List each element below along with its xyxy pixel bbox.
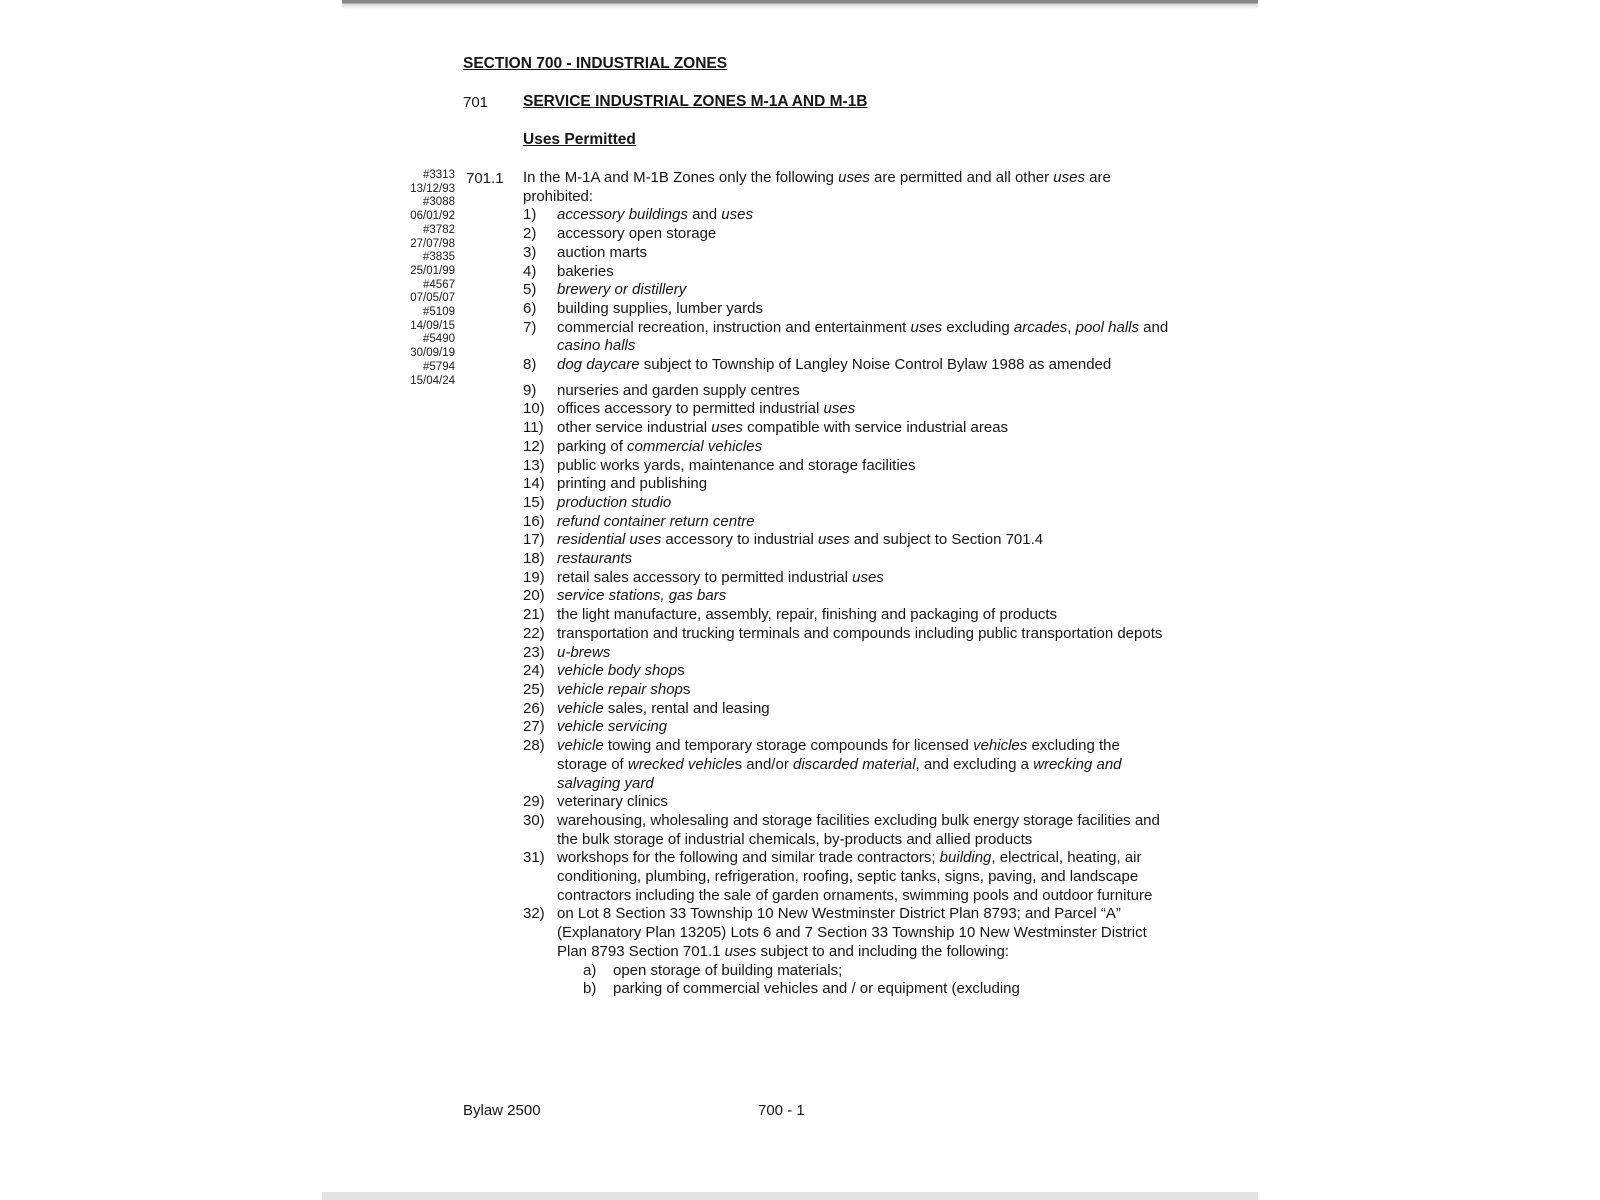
list-item-number: 19) <box>523 568 545 586</box>
defined-term: vehicles <box>973 737 1028 755</box>
list-item <box>523 300 1171 319</box>
list-item-text <box>557 494 1171 513</box>
sub-item-text <box>613 980 1020 999</box>
section-number: 701 <box>463 94 489 111</box>
text-run: public works yards, maintenance and storage facilities <box>557 456 916 474</box>
defined-term: vehicle <box>557 699 604 717</box>
list-item-number: 30) <box>523 811 545 829</box>
defined-term: production studio <box>557 493 672 511</box>
text-run: s <box>677 662 685 680</box>
defined-term: vehicle body shop <box>557 662 678 680</box>
amendment-date: 30/09/19 <box>410 347 455 360</box>
text-run: towing and temporary storage compounds for licensed <box>603 737 974 755</box>
list-item-number: 2) <box>523 225 537 243</box>
list-item-text <box>557 606 1171 625</box>
text-run: , <box>1067 318 1076 336</box>
amendment-date: 13/12/93 <box>410 182 455 195</box>
amendment-date: 14/09/15 <box>410 319 455 332</box>
text-run: and subject to Section 701.4 <box>849 531 1044 549</box>
list-item-text <box>557 356 1171 375</box>
list-item <box>523 419 1171 438</box>
list-item-text <box>557 225 1171 244</box>
amendment-notes <box>335 169 455 388</box>
list-item <box>523 606 1171 625</box>
amendment-date: 25/01/99 <box>410 264 455 277</box>
text-run: auction marts <box>557 243 648 261</box>
list-item <box>523 550 1171 569</box>
list-item-number: 20) <box>523 587 545 605</box>
defined-term: wrecking and salvaging yard <box>557 755 1122 792</box>
list-item-text <box>557 587 1171 606</box>
list-item-text <box>557 419 1171 438</box>
list-item-number: 3) <box>523 243 537 261</box>
footer-page-number: 700 - 1 <box>758 1102 805 1119</box>
list-item-number: 28) <box>523 737 545 755</box>
text-run: , electrical, heating, air conditioning, plumbing, refrigeration, roofing, septic tanks, signs, paving, and landscape contractors including the sale of garden ornaments, swimming pools and outdoor furniture <box>557 849 1153 904</box>
list-item-text <box>557 457 1171 476</box>
text-run: retail sales accessory to permitted industrial <box>557 568 853 586</box>
list-item <box>523 569 1171 588</box>
list-item-number: 18) <box>523 550 545 568</box>
defined-term: building <box>939 849 992 867</box>
text-run: other service industrial <box>557 419 712 437</box>
text-run: s <box>682 680 691 698</box>
list-item-text <box>557 700 1171 719</box>
list-item-text <box>557 319 1171 356</box>
amendment-number: #5490 <box>423 333 455 346</box>
list-item-text <box>557 737 1171 793</box>
amendment-date: 27/07/98 <box>410 237 455 250</box>
defined-term: u-brews <box>557 643 611 661</box>
previous-page-edge <box>342 0 1258 9</box>
defined-term: residential uses <box>557 531 662 549</box>
defined-term: restaurants <box>557 550 633 568</box>
text-run: are prohibited: <box>523 169 1111 205</box>
list-item <box>523 382 1171 401</box>
clause-body <box>523 169 1171 999</box>
text-run: on Lot 8 Section 33 Township 10 New Westminster District Plan 8793; and Parcel “A” (Explanatory Plan 13205) Lots 6 and 7 Section 33 Township 10 New Westminster District Plan 8793 Section 701.1 <box>557 905 1147 960</box>
defined-term: pool halls <box>1075 318 1140 336</box>
defined-term: vehicle servicing <box>557 718 668 736</box>
list-item-text <box>557 849 1171 905</box>
list-item <box>523 700 1171 719</box>
list-item-text <box>557 263 1171 282</box>
clause-intro <box>523 169 1171 206</box>
list-item-number: 31) <box>523 849 545 867</box>
list-item-number: 10) <box>523 400 545 418</box>
text-run: and <box>687 206 722 224</box>
list-item <box>523 718 1171 737</box>
text-run: offices accessory to permitted industrial <box>557 400 824 418</box>
defined-term: uses <box>910 318 943 336</box>
list-item-number: 25) <box>523 680 545 698</box>
list-item-number: 11) <box>523 419 544 437</box>
list-item <box>523 587 1171 606</box>
defined-term: uses <box>817 531 850 549</box>
text-run: building supplies, lumber yards <box>557 299 763 317</box>
text-run: sales, rental and leasing <box>603 699 770 717</box>
list-item-text <box>557 531 1171 550</box>
list-item-text <box>557 513 1171 532</box>
list-item <box>523 644 1171 663</box>
list-item <box>523 737 1171 793</box>
defined-term: dog daycare <box>557 356 640 374</box>
defined-term: brewery or distillery <box>557 281 687 299</box>
text-run: open storage of building materials; <box>613 961 843 979</box>
defined-term: arcades <box>1013 318 1068 336</box>
text-run: are permitted and all other <box>869 169 1054 186</box>
list-item-number: 5) <box>523 281 537 299</box>
text-run: compatible with service industrial areas <box>742 419 1009 437</box>
list-item-number: 9) <box>523 381 537 399</box>
list-item <box>523 475 1171 494</box>
list-item <box>523 438 1171 457</box>
list-item-text <box>557 569 1171 588</box>
list-item-text <box>557 400 1171 419</box>
text-run: accessory open storage <box>557 225 717 243</box>
list-item <box>523 400 1171 419</box>
list-item-text <box>557 281 1171 300</box>
text-run: excluding <box>942 318 1014 336</box>
list-item-number: 27) <box>523 718 545 736</box>
defined-term: uses <box>721 206 753 224</box>
defined-term: wrecked vehicle <box>627 755 735 773</box>
amendment-date: 15/04/24 <box>410 374 455 387</box>
amendment-date: 06/01/92 <box>410 210 455 223</box>
text-run: transportation and trucking terminals and compounds including public transportation depots <box>557 624 1163 642</box>
defined-term: uses <box>852 568 884 586</box>
list-item-number: 16) <box>523 512 545 530</box>
list-item-number: 29) <box>523 793 545 811</box>
list-item-number: 12) <box>523 437 545 455</box>
list-item-text <box>557 793 1171 812</box>
list-item <box>523 662 1171 681</box>
text-run: parking of commercial vehicles and / or equipment (excluding <box>613 980 1020 998</box>
list-item <box>523 281 1171 300</box>
amendment-number: #4567 <box>423 278 455 291</box>
text-run: and <box>1139 318 1169 336</box>
list-item-number: 26) <box>523 699 545 717</box>
list-item <box>523 356 1171 375</box>
text-run: the light manufacture, assembly, repair, finishing and packaging of products <box>557 606 1058 624</box>
defined-term: discarded material <box>792 755 916 773</box>
defined-term: uses <box>838 169 870 186</box>
list-item-text <box>557 644 1171 663</box>
list-item-number: 4) <box>523 262 537 280</box>
text-run: subject to Township of Langley Noise Control Bylaw 1988 as amended <box>639 356 1112 374</box>
text-run: workshops for the following and similar trade contractors; <box>557 849 940 867</box>
defined-term: uses <box>823 400 856 418</box>
list-item-number: 1) <box>523 206 537 224</box>
list-item-number: 22) <box>523 624 545 642</box>
list-item <box>523 531 1171 550</box>
defined-term: casino halls <box>557 337 636 355</box>
text-run: nurseries and garden supply centres <box>557 381 800 399</box>
section-title: SECTION 700 - INDUSTRIAL ZONES <box>463 55 728 72</box>
defined-term: refund container return centre <box>557 512 755 530</box>
list-item-text <box>557 718 1171 737</box>
text-run: parking of <box>557 437 628 455</box>
list-item <box>523 513 1171 532</box>
list-item-text <box>557 382 1171 401</box>
list-item-number: 13) <box>523 456 545 474</box>
clause-number: 701.1 <box>466 170 504 187</box>
defined-term: accessory buildings <box>557 206 688 224</box>
text-run: veterinary clinics <box>557 793 668 811</box>
defined-term: commercial vehicles <box>627 437 763 455</box>
list-item <box>523 206 1171 225</box>
list-item <box>523 849 1171 905</box>
list-item-text <box>557 905 1171 999</box>
list-item-text <box>557 300 1171 319</box>
amendment-number: #3835 <box>423 251 455 264</box>
list-item-text <box>557 812 1171 849</box>
text-run: bakeries <box>557 262 614 280</box>
text-run: excluding the storage of <box>557 737 1120 773</box>
list-item-text <box>557 244 1171 263</box>
next-page-edge <box>322 1192 1258 1200</box>
list-item <box>523 244 1171 263</box>
list-item-number: 7) <box>523 318 537 336</box>
list-item-number: 17) <box>523 531 545 549</box>
list-item <box>523 263 1171 282</box>
list-item <box>523 812 1171 849</box>
text-run: warehousing, wholesaling and storage facilities excluding bulk energy storage facilities and the bulk storage of industrial chemicals, by-products and allied products <box>557 811 1160 848</box>
text-run: commercial recreation, instruction and entertainment <box>557 318 911 336</box>
list-item-text <box>557 662 1171 681</box>
footer-bylaw-label: Bylaw 2500 <box>463 1102 541 1119</box>
list-item <box>523 225 1171 244</box>
defined-term: service stations, gas bars <box>557 587 727 605</box>
defined-term: vehicle <box>557 737 604 755</box>
text-run: printing and publishing <box>557 475 708 493</box>
text-run: accessory to industrial <box>661 531 818 549</box>
defined-term: uses <box>1053 169 1085 186</box>
list-item <box>523 319 1171 356</box>
list-item <box>523 793 1171 812</box>
text-run: , and excluding a <box>915 755 1034 773</box>
list-item-text <box>557 550 1171 569</box>
list-item-text <box>557 475 1171 494</box>
defined-term: uses <box>724 942 757 960</box>
section-heading: SERVICE INDUSTRIAL ZONES M-1A AND M-1B <box>523 93 868 110</box>
list-item <box>523 625 1171 644</box>
list-item-text <box>557 681 1171 700</box>
sub-item-letter: b) <box>583 980 597 998</box>
list-item-number: 24) <box>523 662 545 680</box>
sub-item-letter: a) <box>583 961 597 979</box>
amendment-date: 07/05/07 <box>410 292 455 305</box>
list-item <box>523 494 1171 513</box>
amendment-number: #3313 <box>423 169 455 181</box>
list-item-text <box>557 625 1171 644</box>
subsection-heading: Uses Permitted <box>523 131 636 148</box>
amendment-number: #5794 <box>423 360 455 373</box>
defined-term: vehicle repair shop <box>557 680 683 698</box>
list-item-number: 8) <box>523 356 537 374</box>
defined-term: uses <box>711 419 743 437</box>
text-run: In the M-1A and M-1B Zones only the following <box>523 169 839 186</box>
sub-item-text <box>613 962 842 981</box>
list-item-number: 6) <box>523 299 537 317</box>
sub-list-item <box>583 980 1171 999</box>
list-item <box>523 457 1171 476</box>
list-item-text <box>557 206 1171 225</box>
list-item-number: 21) <box>523 606 545 624</box>
sub-list-item <box>583 962 1171 981</box>
list-item-number: 32) <box>523 905 545 923</box>
list-item <box>523 905 1171 999</box>
amendment-number: #3088 <box>423 196 455 209</box>
amendment-number: #5109 <box>423 306 455 319</box>
list-item-number: 14) <box>523 475 545 493</box>
list-item-number: 15) <box>523 493 545 511</box>
list-item <box>523 681 1171 700</box>
list-item-number: 23) <box>523 643 545 661</box>
list-item-text <box>557 438 1171 457</box>
text-run: subject to and including the following: <box>756 942 1009 960</box>
amendment-number: #3782 <box>423 223 455 236</box>
text-run: s and/or <box>734 755 793 773</box>
